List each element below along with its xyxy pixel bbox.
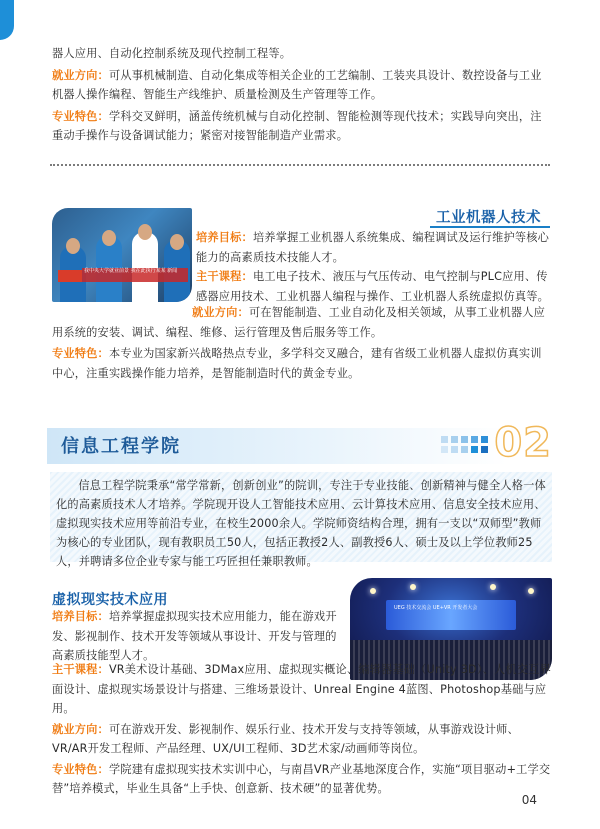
vr-title: 虚拟现实技术应用: [52, 592, 168, 608]
robot-course: [196, 267, 552, 306]
robot-employment-text: 可在智能制造、工业自动化及相关领域，从事工业机器人应用系统的安装、调试、编程、维修、运行管理及售后服务等工作。: [52, 306, 546, 339]
stage-light: [370, 588, 376, 594]
top-line1: 器人应用、自动化控制系统及现代控制工程等。: [52, 47, 292, 60]
college-banner: [47, 420, 552, 472]
banner-square: [461, 436, 468, 443]
vr-feature-label: 专业特色：: [52, 762, 109, 776]
top-feature-text: 学科交叉鲜明，涵盖传统机械与自动化控制、智能检测等现代技术；实践导向突出，注重动手操作与设备调试能力；紧密对接智能制造产业需求。: [52, 109, 542, 142]
page-number: 04: [521, 793, 537, 807]
stage-light: [528, 588, 534, 594]
banner-square: [481, 446, 488, 453]
banner-square: [481, 436, 488, 443]
college-title: 信息工程学院: [61, 436, 181, 457]
vr-goal: [52, 607, 348, 666]
vr-feature-text: 学院建有虚拟现实技术实训中心，与南昌VR产业基地深度合作，实施“项目驱动+工学交替”培养模式，毕业生具备“上手快、创意新、技术硬”的显著优势。: [52, 762, 551, 795]
banner-square: [441, 446, 448, 453]
robot-employment: [52, 303, 552, 342]
stage-light: [490, 584, 496, 590]
top-feature: [52, 107, 552, 146]
robot-feature-text: 本专业为国家新兴战略热点专业，多学科交叉融合，建有省级工业机器人虚拟仿真实训中心，注重实践操作能力培养，是智能制造时代的黄金专业。: [52, 347, 542, 380]
robot-goal-label: 培养目标：: [196, 231, 253, 244]
vr-employment: [52, 720, 552, 759]
top-employment: [52, 66, 552, 105]
photo-tag: [58, 270, 82, 282]
robot-course-label: 主干课程：: [196, 270, 253, 283]
corner-accent: [0, 0, 14, 40]
vr-employment-label: 就业方向：: [52, 722, 109, 736]
vr-goal-text: 培养掌握虚拟现实技术应用能力，能在游戏开发、影视制作、技术开发等领域从事设计、开发与管理的高素质技能型人才。: [52, 610, 337, 662]
robot-photo-caption: 我中央大学就业前景 我在此执行某某 新闻: [82, 268, 188, 282]
photo-figure-head: [102, 230, 116, 246]
vr-employment-text: 可在游戏开发、影视制作、娱乐行业、技术开发与支持等领域，从事游戏设计师、VR/AR开发工程师、产品经理、UX/UI工程师、3D艺术家/动画师等岗位。: [52, 722, 519, 755]
robot-goal-text: 培养掌握工业机器人系统集成、编程调试及运行维护等核心能力的高素质技术技能人才。: [196, 231, 550, 264]
vr-goal-label: 培养目标：: [52, 610, 109, 623]
top-employment-label: 就业方向：: [52, 68, 109, 82]
top-feature-label: 专业特色：: [52, 109, 109, 123]
vr-course-label: 主干课程：: [52, 663, 109, 676]
top-section: [52, 44, 552, 146]
robot-feature-label: 专业特色：: [52, 347, 109, 360]
photo-figure-head: [170, 234, 184, 250]
vr-photo-caption: UEG 技术交流会 UE+VR 开发者大会: [394, 605, 478, 611]
robot-details: [52, 303, 552, 383]
college-number: 02: [494, 420, 552, 466]
college-intro: 信息工程学院秉承“常学常新，创新创业”的院训，专注于专业技能、创新精神与健全人格一体化的高素质技术人才培养。学院现开设人工智能技术应用、云计算技术应用、信息安全技术应用、虚拟现实技术应用等前沿专业，在校生2000余人。学院师资结构合理，拥有一支以“双师型”教师为核心的专业团队，现有教职员工50人，包括正教授2人、副教授6人、硕士及以上学位教师25人，并聘请多位企业专家与能工巧匠担任兼职教师。: [56, 479, 546, 568]
vr-course: [52, 660, 552, 719]
vr-feature: [52, 760, 552, 799]
robot-feature: [52, 344, 552, 383]
banner-square: [441, 436, 448, 443]
banner-square: [471, 446, 478, 453]
photo-figure: [132, 232, 158, 302]
robot-employment-label: 就业方向：: [192, 306, 249, 319]
banner-square: [451, 436, 458, 443]
vr-details: [52, 660, 552, 799]
robot-title: 工业机器人技术: [436, 210, 541, 226]
robot-course-text: 电工电子技术、液压与气压传动、电气控制与PLC应用、传感器应用技术、工业机器人编程与操作、工业机器人系统虚拟仿真等。: [196, 270, 550, 303]
vr-course-text: VR美术设计基础、3DMax应用、虚拟现实概论、编辑器基础（Unity 3D）、人机交互界面设计、虚拟现实场景设计与搭建、三维场景设计、Unreal Engine 4蓝图、Photoshop基础与应用。: [52, 663, 551, 715]
banner-square: [451, 446, 458, 453]
banner-square: [471, 436, 478, 443]
robot-goal: [196, 228, 552, 267]
photo-figure-head: [138, 224, 152, 240]
top-employment-text: 可从事机械制造、自动化集成等相关企业的工艺编制、工装夹具设计、数控设备与工业机器人操作编程、智能生产线维护、质量检测及生产管理等工作。: [52, 68, 542, 101]
photo-figure-head: [66, 238, 80, 254]
stage-light: [410, 584, 416, 590]
section-divider: [50, 164, 550, 166]
banner-square: [461, 446, 468, 453]
robot-photo: [52, 208, 192, 302]
